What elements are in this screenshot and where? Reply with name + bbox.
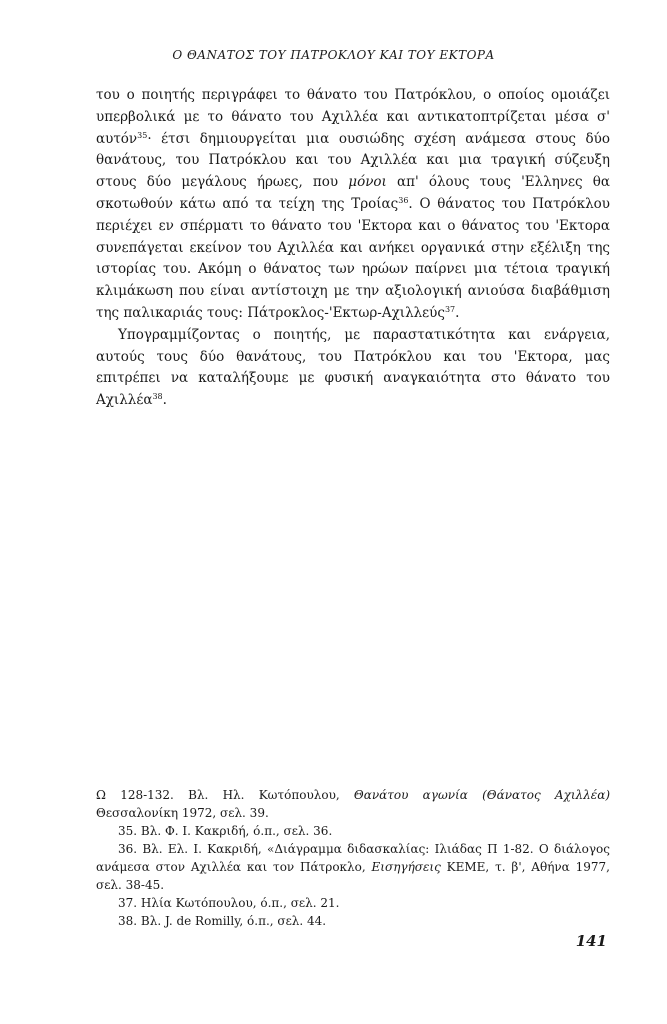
footnote-ref: 38 — [152, 392, 163, 402]
text-run: Ω 128-132. Βλ. Ηλ. Κωτόπουλου, — [96, 788, 354, 802]
footnote — [96, 786, 610, 822]
footnote-ref: 37 — [444, 304, 456, 314]
paragraph — [96, 325, 610, 412]
text-run: 36. Βλ. Ελ. Ι. Κακριδή, «Διάγραμμα διδασκαλίας: Ιλιάδας Π 1-82. Ο διάλογος ανάμεσα στον Αχιλλέα και τον Πάτροκλο, — [96, 842, 610, 874]
text-run: . — [455, 304, 460, 321]
text-run: απ' όλους τους 'Ελληνες θα σκοτωθούν κάτω από τα τείχη της Τροίας — [96, 174, 610, 212]
text-run: . — [162, 392, 167, 409]
text-run: 37. Ηλία Κωτόπουλου, ό.π., σελ. 21. — [118, 896, 340, 910]
footnotes — [96, 786, 610, 930]
footnote-ref: 36 — [398, 195, 409, 205]
footnote — [96, 822, 610, 840]
footnote — [96, 840, 610, 894]
italic-text: μόνοι — [348, 174, 387, 191]
footnote-ref: 35 — [137, 130, 148, 140]
text-run: Υπογραμμίζοντας ο ποιητής, με παραστατικότητα και ενάργεια, αυτούς τους δύο θανάτους, του Πατρόκλου και του 'Εκτορα, μας επιτρέπει να καταλήξουμε με φυσική αναγκαιότητα στο θάνατο του Αχιλλέα — [96, 326, 610, 409]
footnote — [96, 912, 610, 930]
text-run: Θεσσαλονίκη 1972, σελ. 39. — [96, 806, 269, 820]
paragraph — [96, 85, 610, 325]
italic-text: Εισηγήσεις — [371, 860, 441, 874]
text-run: 38. Βλ. J. de Romilly, ό.π., σελ. 44. — [118, 914, 327, 928]
text-run: · έτσι δημιουργείται μια ουσιώδης σχέση ανάμεσα στους δύο θανάτους, του Πατρόκλου και του Αχιλλέα και μια τραγική σύζευξη στους δύο μεγάλους ήρωες, που — [96, 130, 610, 191]
text-run: ΚΕΜΕ, τ. β', Αθήνα 1977, σελ. 38-45. — [96, 860, 610, 892]
body-text — [96, 85, 610, 412]
footnote — [96, 894, 610, 912]
italic-text: Θανάτου αγωνία (Θάνατος Αχιλλέα) — [353, 788, 610, 802]
text-run: 35. Βλ. Φ. Ι. Κακριδή, ό.π., σελ. 36. — [118, 824, 333, 838]
text-run: . Ο θάνατος του Πατρόκλου περιέχει εν σπέρματι το θάνατο του 'Εκτορα και ο θάνατος του 'Εκτορα συνεπάγεται εκείνον του Αχιλλέα και ανήκει οργανικά στην εξέλιξη της ιστορίας του. Ακόμη ο θάνατος των ηρώων παίρνει μια τέτοια τραγική κλιμάκωση που είναι αντίστοιχη με την αξιολογική ανιούσα διαβάθμιση της παλικαριάς τους: Πάτροκλος-'Εκτωρ-Αχιλλεύς — [96, 195, 610, 321]
text-run: του ο ποιητής περιγράφει το θάνατο του Πατρόκλου, ο οποίος ομοιάζει υπερβολικά με το θάνατο του Αχιλλέα και αντικατοπτρίζεται μέσα σ' αυτόν — [96, 87, 610, 147]
running-head: Ο ΘΑΝΑΤΟΣ ΤΟΥ ΠΑΤΡΟΚΛΟΥ ΚΑΙ ΤΟΥ ΕΚΤΟΡΑ — [172, 48, 495, 62]
page-number: 141 — [575, 932, 607, 950]
